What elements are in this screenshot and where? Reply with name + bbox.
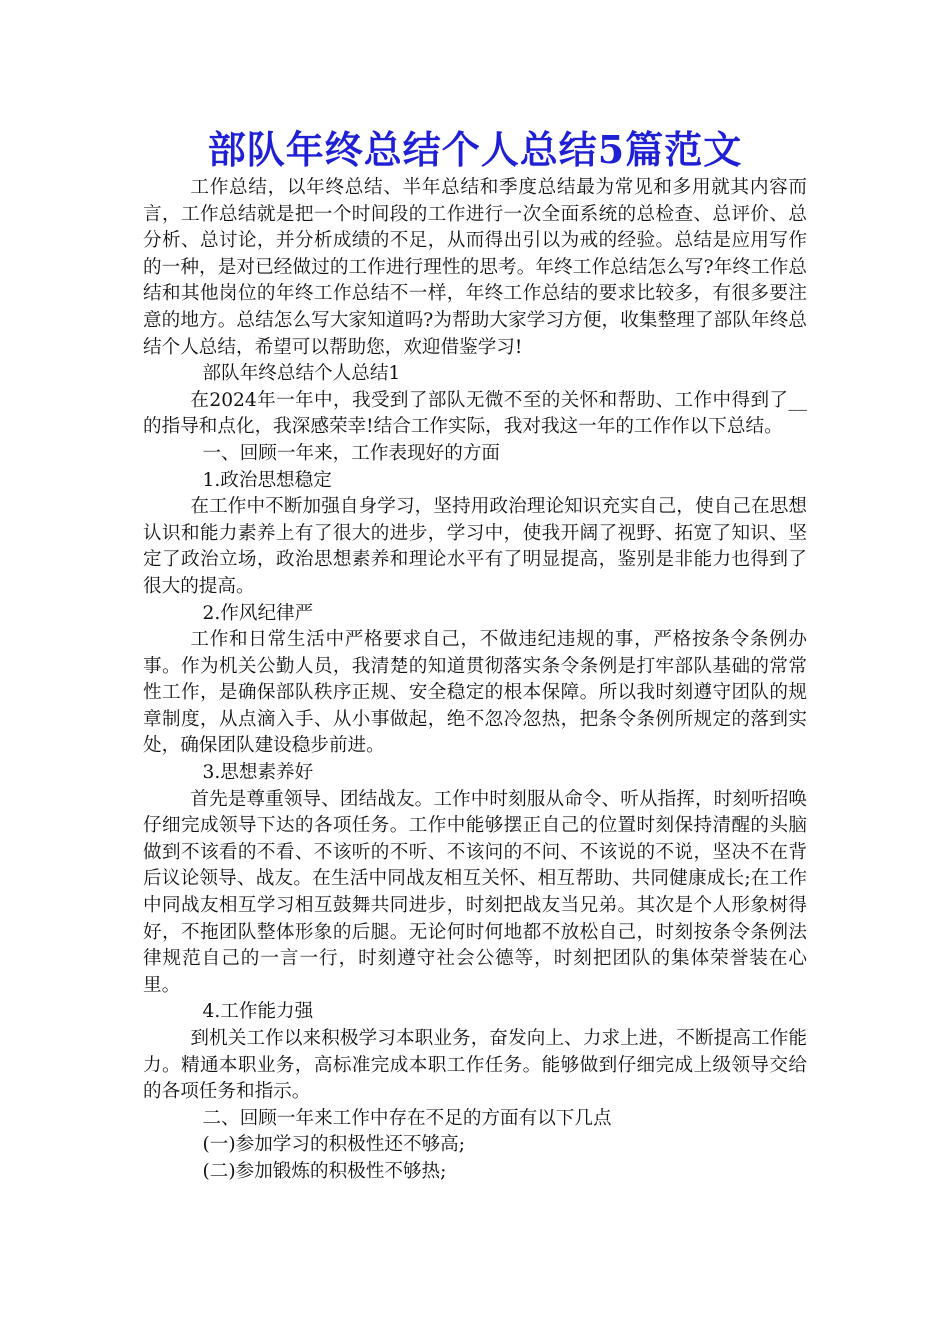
body-paragraph: 首先是尊重领导、团结战友。工作中时刻服从命令、听从指挥，时刻听招唤仔细完成领导下达的各项任务。工作中能够摆正自己的位置时刻保持清醒的头脑做到不该看的不看、不该听的不听、不该问的不问、不该说的不说，坚决不在背后议论领导、战友。在生活中同战友相互关怀、相互帮助、共同健康成长;在工作中同战友相互学习相互鼓舞共同进步，时刻把战友当兄弟。其次是个人形象树得好，不拖团队整体形象的后腿。无论何时何地都不放松自己，时刻按条令条例法律规范自己的一言一行，时刻遵守社会公德等，时刻把团队的集体荣誉装在心里。	[143, 788, 807, 996]
document-title: 部队年终总结个人总结5篇范文	[207, 127, 743, 172]
body-paragraph: 在工作中不断加强自身学习，坚持用政治理论知识充实自己，使自己在思想认识和能力素养上有了很大的进步，学习中，使我开阔了视野、拓宽了知识、坚定了政治立场，政治思想素养和理论水平有了明显提高，鉴别是非能力也得到了很大的提高。	[143, 496, 807, 597]
body-paragraph: 到机关工作以来积极学习本职业务，奋发向上、力求上进，不断提高工作能力。精通本职业务，高标准完成本职工作任务。能够做到仔细完成上级领导交给的各项任务和指示。	[143, 1028, 807, 1103]
list-item: (一)参加学习的积极性还不够高;	[202, 1134, 466, 1156]
section-heading: 二、回顾一年来工作中存在不足的方面有以下几点	[202, 1107, 612, 1129]
subsection-heading: 4.工作能力强	[202, 1001, 314, 1023]
body-paragraph: 在2024年一年中，我受到了部队无微不至的关怀和帮助、工作中得到了__的指导和点化，我深感荣幸!结合工作实际，我对我这一年的工作作以下总结。	[143, 389, 807, 438]
subsection-heading: 3.思想素养好	[202, 762, 314, 784]
intro-paragraph: 工作总结，以年终总结、半年总结和季度总结最为常见和多用就其内容而言，工作总结就是把一个时间段的工作进行一次全面系统的总检查、总评价、总分析、总讨论，并分析成绩的不足，从而得出引以为戒的经验。总结是应用写作的一种，是对已经做过的工作进行理性的思考。年终工作总结怎么写?年终工作总结和其他岗位的年终工作总结不一样，年终工作总结的要求比较多，有很多要注意的地方。总结怎么写大家知道吗?为帮助大家学习方便，收集整理了部队年终总结个人总结，希望可以帮助您，欢迎借鉴学习!	[143, 177, 807, 358]
list-item: (二)参加锻炼的积极性不够热;	[202, 1160, 447, 1182]
body-paragraph: 工作和日常生活中严格要求自己，不做违纪违规的事，严格按条令条例办事。作为机关公勤人员，我清楚的知道贯彻落实条令条例是打牢部队基础的常常性工作，是确保部队秩序正规、安全稳定的根本保障。所以我时刻遵守团队的规章制度，从点滴入手、从小事做起，绝不忽冷忽热，把条令条例所规定的落到实处，确保团队建设稳步前进。	[143, 629, 807, 757]
section-heading: 部队年终总结个人总结1	[202, 363, 401, 385]
section-heading: 一、回顾一年来，工作表现好的方面	[202, 442, 501, 464]
subsection-heading: 1.政治思想稳定	[202, 469, 332, 491]
subsection-heading: 2.作风纪律严	[202, 602, 314, 624]
document-body	[143, 175, 807, 1186]
